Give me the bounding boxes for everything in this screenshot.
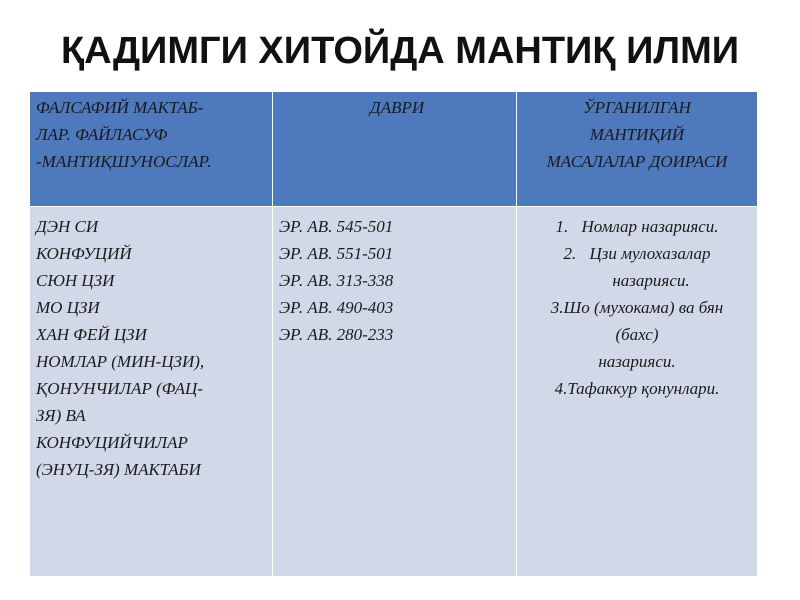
table-header-row [30, 92, 758, 207]
school-item: КОНФУЦИЙ [36, 244, 132, 263]
header-schools-line: -МАНТИҚШУНОСЛАР. [36, 152, 212, 171]
school-item: МО ЦЗИ [36, 298, 100, 317]
logic-table [29, 91, 758, 577]
header-problems [517, 92, 758, 207]
header-schools-line: ЛАР. ФАЙЛАСУФ [36, 125, 168, 144]
problem-text: Номлар назарияси. [581, 217, 719, 236]
schools-cell [30, 207, 273, 577]
problem-text: Цзи мулохазалар [589, 244, 711, 263]
school-item: ДЭН СИ [36, 217, 99, 236]
problem-item-1 [518, 213, 756, 240]
problem-number: 2. [563, 244, 577, 263]
header-problems-line: МАСАЛАЛАР ДОИРАСИ [546, 152, 728, 171]
periods-cell [273, 207, 517, 577]
school-item: ҚОНУНЧИЛАР (ФАЦ- [36, 379, 203, 398]
period-item: ЭР. АВ. 490-403 [279, 298, 394, 317]
problem-item-3-cont: (бахс) [615, 325, 659, 344]
header-period-line: ДАВРИ [369, 98, 425, 117]
problem-item-2-cont: назарияси. [612, 271, 690, 290]
problem-item-3: 3.Шо (мухокама) ва бян [550, 298, 724, 317]
school-item: ХАН ФЕЙ ЦЗИ [36, 325, 147, 344]
header-schools [30, 92, 273, 207]
school-item: НОМЛАР (МИН-ЦЗИ), [36, 352, 205, 371]
problem-item-2 [518, 240, 756, 267]
problem-item-3-cont: назарияси. [598, 352, 676, 371]
school-item: (ЭНУЦ-ЗЯ) МАКТАБИ [36, 460, 201, 479]
header-problems-line: МАНТИҚИЙ [589, 125, 685, 144]
period-item: ЭР. АВ. 313-338 [279, 271, 394, 290]
period-item: ЭР. АВ. 551-501 [279, 244, 394, 263]
table-body-row [30, 207, 758, 577]
problems-cell [517, 207, 758, 577]
period-item: ЭР. АВ. 545-501 [279, 217, 394, 236]
header-schools-line: ФАЛСАФИЙ МАКТАБ- [36, 98, 204, 117]
period-item: ЭР. АВ. 280-233 [279, 325, 394, 344]
header-period [273, 92, 517, 207]
header-problems-line: ЎРГАНИЛГАН [583, 98, 691, 117]
problem-item-4: 4.Тафаккур қонунлари. [554, 379, 720, 398]
school-item: КОНФУЦИЙЧИЛАР [36, 433, 188, 452]
slide-title: ҚАДИМГИ ХИТОЙДА МАНТИҚ ИЛМИ [60, 30, 740, 72]
school-item: ЗЯ) ВА [36, 406, 86, 425]
problem-number: 1. [555, 217, 569, 236]
school-item: СЮН ЦЗИ [36, 271, 115, 290]
